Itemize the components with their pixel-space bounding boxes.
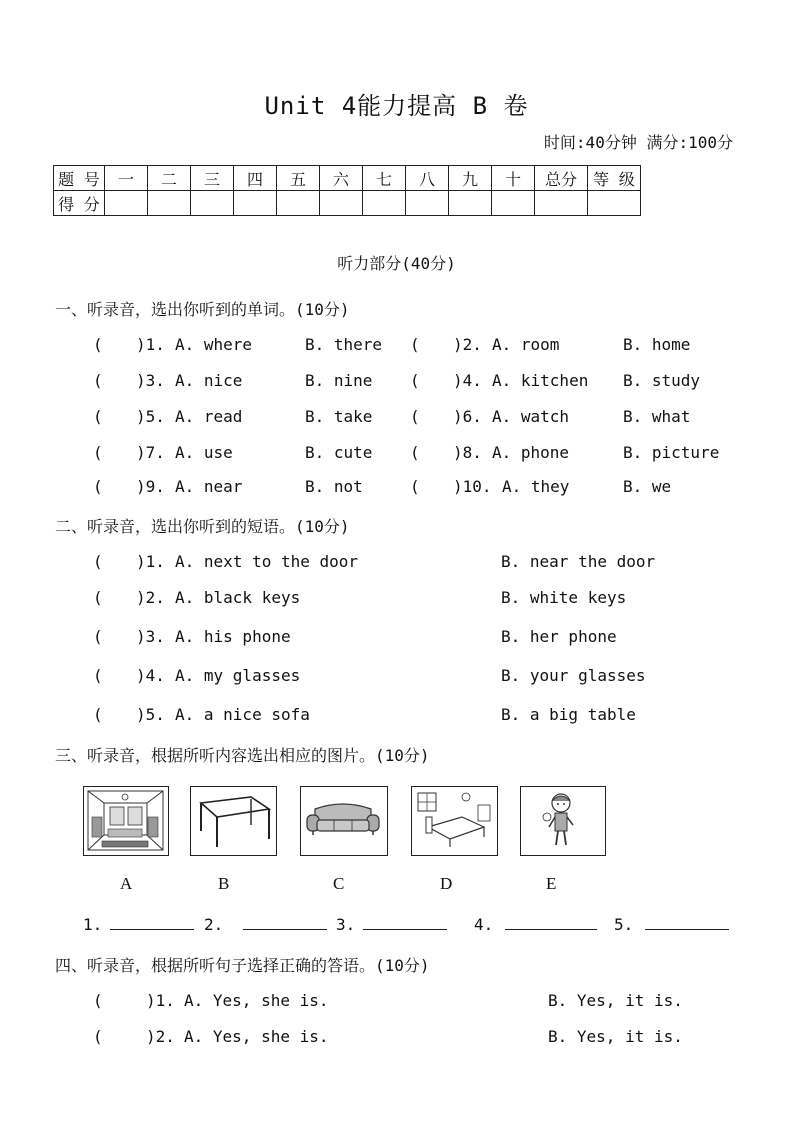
- picture-label: A: [120, 874, 133, 893]
- option-b[interactable]: B. we: [623, 477, 672, 496]
- option-b[interactable]: B. near the door: [501, 552, 656, 571]
- boy-icon: [521, 787, 604, 854]
- table-picture: [190, 786, 277, 856]
- option-b[interactable]: B. white keys: [501, 588, 627, 607]
- question-number: )10.: [453, 477, 492, 496]
- option-a[interactable]: A. they: [502, 477, 570, 496]
- sofa-picture: [300, 786, 388, 856]
- answer-blank-1[interactable]: [83, 915, 194, 934]
- question-number: )2.: [453, 335, 482, 354]
- option-b[interactable]: B. not: [305, 477, 363, 496]
- option-a[interactable]: A. a nice sofa: [175, 705, 310, 724]
- score-cell[interactable]: [105, 191, 148, 216]
- question-number: )8.: [453, 443, 482, 462]
- table-cell: 三: [191, 166, 234, 191]
- paren-open: (: [93, 552, 103, 571]
- score-cell[interactable]: [277, 191, 320, 216]
- blank-number: 4.: [474, 915, 494, 934]
- table-cell: 总分: [535, 166, 588, 191]
- time-info: 时间:40分钟 满分:100分: [543, 133, 733, 152]
- bed-icon: [412, 787, 496, 854]
- option-a[interactable]: A. where: [175, 335, 253, 354]
- section-1-title: 一、听录音，选出你听到的单词。(10分): [55, 300, 350, 319]
- question-number: )2.: [146, 1027, 175, 1046]
- option-b[interactable]: B. home: [623, 335, 691, 354]
- sofa-icon: [301, 787, 386, 854]
- option-b[interactable]: B. a big table: [501, 705, 636, 724]
- question-number: )2.: [136, 588, 165, 607]
- picture-label: B: [218, 874, 230, 893]
- paren-open: (: [93, 666, 103, 685]
- score-cell[interactable]: [449, 191, 492, 216]
- paren-open: (: [93, 443, 103, 462]
- score-cell[interactable]: [320, 191, 363, 216]
- score-cell[interactable]: [363, 191, 406, 216]
- option-a[interactable]: A. next to the door: [175, 552, 359, 571]
- part-title: 听力部分(40分): [337, 254, 456, 273]
- blank-line[interactable]: [645, 929, 729, 930]
- paren-open: (: [93, 991, 103, 1010]
- option-a[interactable]: A. watch: [492, 407, 570, 426]
- option-a[interactable]: A. phone: [492, 443, 570, 462]
- option-a[interactable]: A. Yes, she is.: [184, 991, 329, 1010]
- paren-open: (: [410, 335, 420, 354]
- option-a[interactable]: A. his phone: [175, 627, 291, 646]
- option-a[interactable]: A. Yes, she is.: [184, 1027, 329, 1046]
- page-title: Unit 4能力提高 B 卷: [264, 92, 529, 120]
- option-a[interactable]: A. room: [492, 335, 560, 354]
- option-a[interactable]: A. kitchen: [492, 371, 589, 390]
- question-number: )4.: [136, 666, 165, 685]
- question-number: )5.: [136, 407, 165, 426]
- table-cell: 八: [406, 166, 449, 191]
- table-cell: 等 级: [588, 166, 641, 191]
- paren-open: (: [93, 477, 103, 496]
- picture-label: D: [440, 874, 453, 893]
- paren-open: (: [410, 443, 420, 462]
- blank-number: 1.: [83, 915, 103, 934]
- blank-line[interactable]: [243, 929, 327, 930]
- paren-open: (: [93, 371, 103, 390]
- score-cell[interactable]: [406, 191, 449, 216]
- option-a[interactable]: A. black keys: [175, 588, 301, 607]
- option-b[interactable]: B. take: [305, 407, 373, 426]
- blank-number: 5.: [614, 915, 634, 934]
- paren-open: (: [410, 407, 420, 426]
- score-table: [53, 165, 641, 216]
- paren-open: (: [93, 1027, 103, 1046]
- blank-number: 3.: [336, 915, 356, 934]
- paren-open: (: [93, 627, 103, 646]
- option-b[interactable]: B. nine: [305, 371, 373, 390]
- picture-label: C: [333, 874, 345, 893]
- option-b[interactable]: B. study: [623, 371, 701, 390]
- paren-open: (: [93, 705, 103, 724]
- blank-line[interactable]: [505, 929, 597, 930]
- option-b[interactable]: B. your glasses: [501, 666, 646, 685]
- section-4-title: 四、听录音，根据所听句子选择正确的答语。(10分): [55, 956, 430, 975]
- score-table-header-row: [54, 166, 641, 191]
- option-b[interactable]: B. cute: [305, 443, 373, 462]
- option-a[interactable]: A. near: [175, 477, 243, 496]
- question-number: )9.: [136, 477, 165, 496]
- table-cell: 题 号: [54, 166, 105, 191]
- table-cell: 九: [449, 166, 492, 191]
- score-cell[interactable]: [535, 191, 588, 216]
- boy-picture: [520, 786, 606, 856]
- question-number: )6.: [453, 407, 482, 426]
- option-b[interactable]: B. what: [623, 407, 691, 426]
- blank-line[interactable]: [363, 929, 447, 930]
- answer-blank-5[interactable]: [614, 915, 729, 934]
- score-cell[interactable]: [191, 191, 234, 216]
- paren-open: (: [410, 371, 420, 390]
- paren-open: (: [93, 588, 103, 607]
- score-table-score-row: [54, 191, 641, 216]
- question-number: )4.: [453, 371, 482, 390]
- option-a[interactable]: A. read: [175, 407, 243, 426]
- bedroom-picture: [411, 786, 498, 856]
- question-number: )1.: [146, 991, 175, 1010]
- table-cell: 七: [363, 166, 406, 191]
- answer-blank-3[interactable]: [336, 915, 447, 934]
- living-room-picture: [83, 786, 169, 856]
- paren-open: (: [93, 335, 103, 354]
- score-cell[interactable]: [234, 191, 277, 216]
- picture-label: E: [546, 874, 557, 893]
- question-number: )7.: [136, 443, 165, 462]
- option-b[interactable]: B. picture: [623, 443, 720, 462]
- answer-blank-4[interactable]: [474, 915, 597, 934]
- paren-open: (: [93, 407, 103, 426]
- table-cell: 二: [148, 166, 191, 191]
- question-number: )3.: [136, 371, 165, 390]
- paren-open: (: [410, 477, 420, 496]
- score-cell[interactable]: [588, 191, 641, 216]
- table-cell: 六: [320, 166, 363, 191]
- question-number: )1.: [136, 335, 165, 354]
- table-cell: 一: [105, 166, 148, 191]
- option-a[interactable]: A. nice: [175, 371, 243, 390]
- living-room-icon: [84, 787, 167, 854]
- option-b[interactable]: B. Yes, it is.: [548, 991, 683, 1010]
- table-icon: [191, 787, 275, 854]
- table-cell: 四: [234, 166, 277, 191]
- option-b[interactable]: B. there: [305, 335, 383, 354]
- section-2-title: 二、听录音，选出你听到的短语。(10分): [55, 517, 350, 536]
- option-a[interactable]: A. my glasses: [175, 666, 301, 685]
- score-cell[interactable]: [148, 191, 191, 216]
- question-number: )1.: [136, 552, 165, 571]
- section-3-title: 三、听录音，根据所听内容选出相应的图片。(10分): [55, 746, 430, 765]
- table-cell: 十: [492, 166, 535, 191]
- table-cell: 得 分: [54, 191, 105, 216]
- option-b[interactable]: B. Yes, it is.: [548, 1027, 683, 1046]
- question-number: )5.: [136, 705, 165, 724]
- option-a[interactable]: A. use: [175, 443, 233, 462]
- question-number: )3.: [136, 627, 165, 646]
- score-cell[interactable]: [492, 191, 535, 216]
- blank-line[interactable]: [110, 929, 194, 930]
- table-cell: 五: [277, 166, 320, 191]
- blank-number: 2.: [204, 915, 224, 934]
- option-b[interactable]: B. her phone: [501, 627, 617, 646]
- answer-blank-2[interactable]: [204, 915, 327, 934]
